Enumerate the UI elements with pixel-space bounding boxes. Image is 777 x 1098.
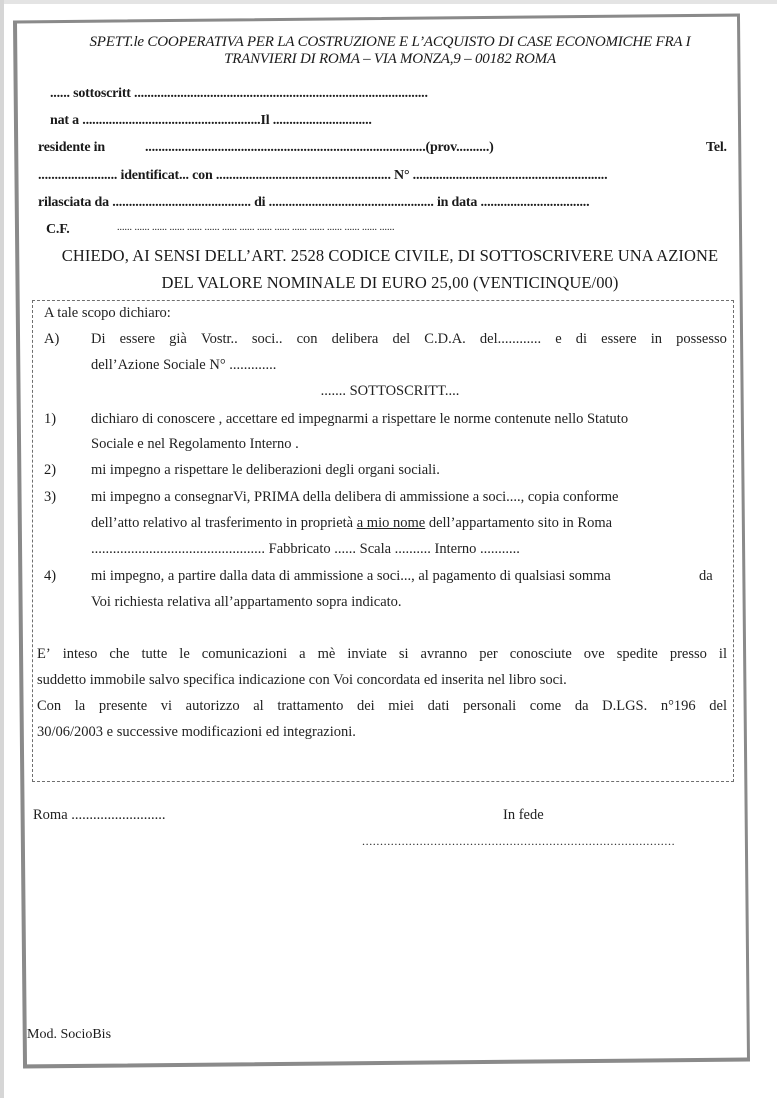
item-2-line-1: mi impegno a rispettare le deliberazioni degli organi sociali. (91, 462, 440, 478)
signature-line[interactable]: ....................................................................................... (362, 834, 676, 848)
word: e (555, 331, 562, 347)
item-4-label: 4) (44, 568, 57, 584)
word: trattamento (277, 698, 344, 714)
word: Con (37, 698, 62, 714)
request-line-1: CHIEDO, AI SENSI DELL’ART. 2528 CODICE CIVILE, DI SOTTOSCRIVERE UNA AZIONE (61, 246, 719, 265)
word: inviate (347, 646, 387, 662)
underlined-text: a mio nome (356, 515, 426, 531)
word: le (179, 646, 190, 662)
paragraph-1-line-2: suddetto immobile salvo specifica indicazione con Voi concordata ed inserita nel libro soci. (37, 672, 567, 688)
word: la (74, 698, 86, 714)
item-1-label: 1) (44, 411, 57, 427)
addressee-line-1: SPETT.le COOPERATIVA PER LA COSTRUZIONE E L’ACQUISTO DI CASE ECONOMICHE FRA I (89, 34, 691, 50)
field-codice-fiscale[interactable]: ...... ...... ...... ...... ...... ...... ...... ...... ...... ...... ...... ...... ...... ...... ...... ...... (117, 222, 395, 233)
page-left-edge (0, 0, 4, 1098)
item-4-line-2: Voi richiesta relativa all’appartamento sopra indicato. (91, 594, 402, 610)
word: E’ (37, 646, 51, 662)
word: autorizzo (185, 698, 240, 714)
word: miei (388, 698, 415, 714)
item-a-line-1 (91, 331, 727, 348)
word: C.D.A. (424, 331, 466, 347)
word: dati (427, 698, 450, 714)
word: avranno (420, 646, 468, 662)
item-3-label: 3) (44, 489, 57, 505)
item-3-line-2 (91, 515, 612, 532)
word: delibera (331, 331, 379, 347)
word: dei (356, 698, 375, 714)
word: vi (160, 698, 173, 714)
item-4-line-1-end: da (699, 568, 713, 584)
item-a-label: A) (44, 331, 60, 347)
model-code: Mod. SocioBis (27, 1027, 112, 1042)
word: Di (91, 331, 106, 347)
word: del (392, 331, 411, 347)
item-1-line-1: dichiaro di conoscere , accettare ed impegnarmi a rispettare le norme contenute nello Statuto (91, 411, 629, 427)
word: al (253, 698, 264, 714)
word: per (479, 646, 498, 662)
page-top-edge (0, 0, 777, 4)
word: conosciute (509, 646, 572, 662)
paragraph-2-line-1 (37, 698, 727, 715)
word: il (718, 646, 727, 662)
paragraph-1-line-1 (37, 646, 727, 663)
word: n°196 (660, 698, 696, 714)
word: già (169, 331, 187, 347)
in-fede-label: In fede (503, 807, 544, 823)
paragraph-2-line-2: 30/06/2003 e successive modificazioni ed integrazioni. (37, 724, 356, 740)
text: dell’atto relativo al trasferimento in proprietà (91, 515, 357, 531)
word: mè (317, 646, 336, 662)
cf-label: C.F. (46, 222, 70, 237)
word: di (575, 331, 588, 347)
word: inteso (62, 646, 98, 662)
word: essere (601, 331, 637, 347)
word: del (709, 698, 727, 714)
word: comunicazioni (201, 646, 288, 662)
field-residente[interactable]: .....................................................................................(prov..........) (145, 140, 494, 155)
field-identificato[interactable]: ........................ identificat... con ..................................................... N° ........................................................... (38, 168, 608, 183)
nato-dots[interactable]: ......................................................Il .............................. (82, 113, 372, 128)
item-4-line-1: mi impegno, a partire dalla data di ammissione a soci..., al pagamento di qualsiasi somma (91, 568, 611, 584)
field-rilasciata[interactable]: rilasciata da .......................................... di .................................................. in data ................................. (38, 195, 590, 210)
field-nato[interactable] (50, 113, 372, 129)
word: personali (463, 698, 517, 714)
word: che (109, 646, 130, 662)
word: con (296, 331, 318, 347)
item-3-address-fields[interactable]: ................................................ Fabbricato ...... Scala .......... Interno ........... (91, 541, 520, 557)
word: in (650, 331, 662, 347)
word: tutte (141, 646, 168, 662)
word: presente (98, 698, 148, 714)
item-3-line-1: mi impegno a consegnarVi, PRIMA della delibera di ammissione a soci...., copia conforme (91, 489, 619, 505)
sottoscritto-heading: ....... SOTTOSCRITT.... (320, 383, 460, 399)
word: possesso (676, 331, 727, 347)
tel-label: Tel. (706, 140, 727, 155)
item-2-label: 2) (44, 462, 57, 478)
cda-date-field[interactable]: del............ (479, 331, 542, 347)
word: soci.. (251, 331, 283, 347)
declaration-intro: A tale scopo dichiaro: (44, 305, 171, 321)
word: spedite (616, 646, 658, 662)
word: presso (669, 646, 707, 662)
word: ove (583, 646, 605, 662)
text: dell’appartamento sito in Roma (425, 515, 613, 531)
item-1-line-2: Sociale e nel Regolamento Interno . (91, 436, 299, 452)
word: D.LGS. (602, 698, 648, 714)
nato-label: nat a (50, 113, 79, 128)
word: a (299, 646, 306, 662)
word: da (574, 698, 589, 714)
addressee-line-2: TRANVIERI DI ROMA – VIA MONZA,9 – 00182 ROMA (224, 51, 556, 67)
word: come (529, 698, 562, 714)
word: essere (119, 331, 156, 347)
request-line-2: DEL VALORE NOMINALE DI EURO 25,00 (VENTICINQUE/00) (161, 273, 619, 292)
place-date-field[interactable]: Roma .......................... (33, 807, 166, 823)
word: Vostr.. (200, 331, 238, 347)
word: si (398, 646, 409, 662)
residente-label: residente in (38, 140, 105, 155)
item-a-line-2[interactable]: dell’Azione Sociale N° ............. (91, 357, 277, 373)
field-sottoscritto[interactable]: ...... sottoscritt ......................................................................................... (50, 86, 428, 101)
